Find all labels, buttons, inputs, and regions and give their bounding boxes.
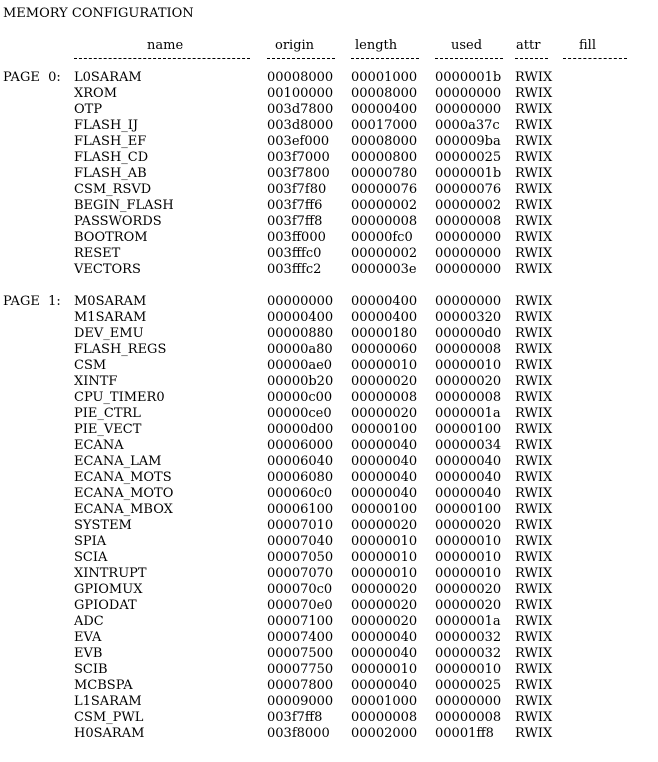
table-row bbox=[0, 134, 658, 150]
memory-name-cell: ECANA_LAM bbox=[74, 454, 162, 469]
memory-used-cell: 000009ba bbox=[435, 134, 501, 149]
memory-length-cell: 00000020 bbox=[351, 518, 418, 533]
memory-origin-cell: 00000ae0 bbox=[267, 358, 333, 373]
memory-attr-cell: RWIX bbox=[515, 262, 553, 277]
memory-used-cell: 00000100 bbox=[435, 422, 502, 437]
header-underline-length bbox=[351, 58, 419, 59]
memory-used-cell: 00000020 bbox=[435, 374, 502, 389]
memory-name-cell: FLASH_IJ bbox=[74, 118, 139, 133]
memory-attr-cell: RWIX bbox=[515, 582, 553, 597]
column-header-attr: attr bbox=[516, 38, 541, 53]
table-row bbox=[0, 678, 658, 694]
memory-used-cell: 00000000 bbox=[435, 246, 502, 261]
memory-origin-cell: 00007040 bbox=[267, 534, 334, 549]
memory-origin-cell: 000060c0 bbox=[267, 486, 333, 501]
memory-length-cell: 00000040 bbox=[351, 646, 418, 661]
memory-name-cell: ADC bbox=[74, 614, 104, 629]
memory-origin-cell: 00007100 bbox=[267, 614, 334, 629]
memory-attr-cell: RWIX bbox=[515, 182, 553, 197]
memory-name-cell: DEV_EMU bbox=[74, 326, 144, 341]
memory-length-cell: 00000fc0 bbox=[351, 230, 413, 245]
memory-used-cell: 00000020 bbox=[435, 598, 502, 613]
memory-name-cell: L0SARAM bbox=[74, 70, 142, 85]
table-row bbox=[0, 262, 658, 278]
memory-used-cell: 0000001b bbox=[435, 166, 502, 181]
memory-origin-cell: 00007070 bbox=[267, 566, 334, 581]
table-row bbox=[0, 614, 658, 630]
table-row bbox=[0, 630, 658, 646]
memory-attr-cell: RWIX bbox=[515, 134, 553, 149]
column-header-fill: fill bbox=[579, 38, 596, 53]
memory-used-cell: 00000010 bbox=[435, 358, 502, 373]
memory-origin-cell: 003f7ff8 bbox=[267, 710, 323, 725]
header-underline-name bbox=[74, 58, 250, 59]
memory-attr-cell: RWIX bbox=[515, 406, 553, 421]
memory-name-cell: L1SARAM bbox=[74, 694, 142, 709]
memory-used-cell: 00000025 bbox=[435, 678, 502, 693]
memory-length-cell: 00000780 bbox=[351, 166, 418, 181]
memory-used-cell: 00000040 bbox=[435, 486, 502, 501]
memory-origin-cell: 003f7ff6 bbox=[267, 198, 323, 213]
memory-used-cell: 00000000 bbox=[435, 86, 502, 101]
memory-length-cell: 00000020 bbox=[351, 598, 418, 613]
memory-name-cell: ECANA bbox=[74, 438, 124, 453]
memory-length-cell: 00000010 bbox=[351, 662, 418, 677]
table-row bbox=[0, 438, 658, 454]
memory-attr-cell: RWIX bbox=[515, 534, 553, 549]
memory-origin-cell: 003ef000 bbox=[267, 134, 330, 149]
memory-name-cell: CSM bbox=[74, 358, 107, 373]
memory-attr-cell: RWIX bbox=[515, 726, 553, 741]
memory-origin-cell: 00007400 bbox=[267, 630, 334, 645]
memory-name-cell: SYSTEM bbox=[74, 518, 132, 533]
memory-used-cell: 00000032 bbox=[435, 630, 502, 645]
memory-length-cell: 0000003e bbox=[351, 262, 417, 277]
memory-length-cell: 00000060 bbox=[351, 342, 418, 357]
memory-attr-cell: RWIX bbox=[515, 438, 553, 453]
memory-name-cell: CPU_TIMER0 bbox=[74, 390, 165, 405]
memory-used-cell: 00000000 bbox=[435, 262, 502, 277]
memory-name-cell: PIE_CTRL bbox=[74, 406, 141, 421]
page-0-label: PAGE 0: bbox=[3, 70, 61, 85]
table-row bbox=[0, 358, 658, 374]
memory-origin-cell: 003ff000 bbox=[267, 230, 326, 245]
memory-used-cell: 0000001a bbox=[435, 614, 501, 629]
memory-length-cell: 00000400 bbox=[351, 310, 418, 325]
memory-origin-cell: 00000880 bbox=[267, 326, 334, 341]
memory-attr-cell: RWIX bbox=[515, 518, 553, 533]
table-row bbox=[0, 502, 658, 518]
memory-attr-cell: RWIX bbox=[515, 374, 553, 389]
memory-origin-cell: 003fffc2 bbox=[267, 262, 322, 277]
memory-attr-cell: RWIX bbox=[515, 86, 553, 101]
memory-attr-cell: RWIX bbox=[515, 166, 553, 181]
memory-used-cell: 00000040 bbox=[435, 470, 502, 485]
table-row bbox=[0, 566, 658, 582]
memory-attr-cell: RWIX bbox=[515, 310, 553, 325]
column-header-used: used bbox=[451, 38, 483, 53]
table-row bbox=[0, 246, 658, 262]
memory-attr-cell: RWIX bbox=[515, 694, 553, 709]
memory-attr-cell: RWIX bbox=[515, 230, 553, 245]
memory-length-cell: 00000020 bbox=[351, 406, 418, 421]
memory-length-cell: 00001000 bbox=[351, 70, 418, 85]
memory-attr-cell: RWIX bbox=[515, 662, 553, 677]
table-row bbox=[0, 582, 658, 598]
memory-origin-cell: 003f7000 bbox=[267, 150, 330, 165]
memory-name-cell: M1SARAM bbox=[74, 310, 147, 325]
table-row bbox=[0, 310, 658, 326]
memory-length-cell: 00000020 bbox=[351, 374, 418, 389]
page-1-label: PAGE 1: bbox=[3, 294, 61, 309]
column-header-name: name bbox=[147, 38, 184, 53]
memory-length-cell: 00008000 bbox=[351, 134, 418, 149]
memory-attr-cell: RWIX bbox=[515, 150, 553, 165]
memory-used-cell: 00000025 bbox=[435, 150, 502, 165]
memory-length-cell: 00000040 bbox=[351, 438, 418, 453]
memory-origin-cell: 00007010 bbox=[267, 518, 334, 533]
memory-length-cell: 00000400 bbox=[351, 102, 418, 117]
memory-name-cell: MCBSPA bbox=[74, 678, 133, 693]
memory-used-cell: 00000010 bbox=[435, 534, 502, 549]
memory-used-cell: 00000034 bbox=[435, 438, 502, 453]
memory-attr-cell: RWIX bbox=[515, 390, 553, 405]
memory-name-cell: OTP bbox=[74, 102, 103, 117]
table-row bbox=[0, 406, 658, 422]
memory-attr-cell: RWIX bbox=[515, 502, 553, 517]
table-row bbox=[0, 598, 658, 614]
header-underline-origin bbox=[267, 58, 335, 59]
memory-origin-cell: 00000b20 bbox=[267, 374, 334, 389]
memory-attr-cell: RWIX bbox=[515, 102, 553, 117]
memory-name-cell: SCIA bbox=[74, 550, 108, 565]
memory-name-cell: VECTORS bbox=[74, 262, 141, 277]
memory-used-cell: 00000000 bbox=[435, 102, 502, 117]
memory-length-cell: 00000100 bbox=[351, 502, 418, 517]
memory-length-cell: 00000040 bbox=[351, 470, 418, 485]
memory-attr-cell: RWIX bbox=[515, 630, 553, 645]
table-row bbox=[0, 326, 658, 342]
memory-attr-cell: RWIX bbox=[515, 550, 553, 565]
memory-length-cell: 00000008 bbox=[351, 390, 418, 405]
memory-origin-cell: 00009000 bbox=[267, 694, 334, 709]
memory-length-cell: 00000100 bbox=[351, 422, 418, 437]
memory-origin-cell: 003f7f80 bbox=[267, 182, 327, 197]
memory-name-cell: FLASH_CD bbox=[74, 150, 149, 165]
memory-attr-cell: RWIX bbox=[515, 454, 553, 469]
table-row bbox=[0, 70, 658, 86]
memory-attr-cell: RWIX bbox=[515, 246, 553, 261]
memory-origin-cell: 00007800 bbox=[267, 678, 334, 693]
memory-length-cell: 00002000 bbox=[351, 726, 418, 741]
memory-name-cell: EVA bbox=[74, 630, 102, 645]
table-row bbox=[0, 166, 658, 182]
memory-name-cell: SCIB bbox=[74, 662, 108, 677]
table-row bbox=[0, 534, 658, 550]
memory-used-cell: 000000d0 bbox=[435, 326, 502, 341]
memory-used-cell: 00000008 bbox=[435, 710, 502, 725]
memory-attr-cell: RWIX bbox=[515, 422, 553, 437]
memory-name-cell: XINTRUPT bbox=[74, 566, 147, 581]
memory-attr-cell: RWIX bbox=[515, 342, 553, 357]
memory-name-cell: XINTF bbox=[74, 374, 118, 389]
memory-length-cell: 00001000 bbox=[351, 694, 418, 709]
memory-attr-cell: RWIX bbox=[515, 118, 553, 133]
memory-origin-cell: 003d7800 bbox=[267, 102, 334, 117]
memory-name-cell: ECANA_MBOX bbox=[74, 502, 173, 517]
memory-name-cell: GPIOMUX bbox=[74, 582, 143, 597]
table-row bbox=[0, 486, 658, 502]
memory-attr-cell: RWIX bbox=[515, 646, 553, 661]
memory-origin-cell: 00000a80 bbox=[267, 342, 333, 357]
memory-name-cell: FLASH_AB bbox=[74, 166, 147, 181]
memory-length-cell: 00000800 bbox=[351, 150, 418, 165]
memory-name-cell: ECANA_MOTO bbox=[74, 486, 174, 501]
page-title: MEMORY CONFIGURATION bbox=[3, 6, 194, 21]
memory-origin-cell: 000070e0 bbox=[267, 598, 333, 613]
memory-used-cell: 00000008 bbox=[435, 390, 502, 405]
memory-origin-cell: 00100000 bbox=[267, 86, 334, 101]
memory-origin-cell: 003d8000 bbox=[267, 118, 334, 133]
memory-name-cell: RESET bbox=[74, 246, 121, 261]
memory-attr-cell: RWIX bbox=[515, 678, 553, 693]
memory-length-cell: 00000010 bbox=[351, 550, 418, 565]
memory-used-cell: 00000000 bbox=[435, 230, 502, 245]
memory-name-cell: PASSWORDS bbox=[74, 214, 162, 229]
memory-name-cell: H0SARAM bbox=[74, 726, 145, 741]
memory-origin-cell: 00006100 bbox=[267, 502, 334, 517]
memory-name-cell: SPIA bbox=[74, 534, 107, 549]
memory-attr-cell: RWIX bbox=[515, 598, 553, 613]
header-underline-used bbox=[435, 58, 503, 59]
memory-used-cell: 00000010 bbox=[435, 550, 502, 565]
memory-used-cell: 0000001a bbox=[435, 406, 501, 421]
memory-used-cell: 00000320 bbox=[435, 310, 502, 325]
memory-name-cell: M0SARAM bbox=[74, 294, 147, 309]
memory-used-cell: 00000002 bbox=[435, 198, 502, 213]
table-row bbox=[0, 726, 658, 742]
table-row bbox=[0, 662, 658, 678]
memory-origin-cell: 003fffc0 bbox=[267, 246, 322, 261]
memory-origin-cell: 000070c0 bbox=[267, 582, 333, 597]
memory-attr-cell: RWIX bbox=[515, 198, 553, 213]
memory-length-cell: 00000008 bbox=[351, 710, 418, 725]
memory-attr-cell: RWIX bbox=[515, 326, 553, 341]
memory-origin-cell: 00000d00 bbox=[267, 422, 334, 437]
memory-length-cell: 00000040 bbox=[351, 486, 418, 501]
memory-name-cell: FLASH_REGS bbox=[74, 342, 167, 357]
memory-used-cell: 00000100 bbox=[435, 502, 502, 517]
memory-attr-cell: RWIX bbox=[515, 486, 553, 501]
memory-length-cell: 00000076 bbox=[351, 182, 418, 197]
table-row bbox=[0, 454, 658, 470]
memory-used-cell: 00000008 bbox=[435, 214, 502, 229]
memory-length-cell: 00000040 bbox=[351, 454, 418, 469]
memory-name-cell: ECANA_MOTS bbox=[74, 470, 172, 485]
memory-length-cell: 00000010 bbox=[351, 534, 418, 549]
memory-name-cell: CSM_RSVD bbox=[74, 182, 152, 197]
memory-name-cell: BOOTROM bbox=[74, 230, 148, 245]
table-row bbox=[0, 214, 658, 230]
table-row bbox=[0, 198, 658, 214]
memory-used-cell: 00000000 bbox=[435, 294, 502, 309]
table-row bbox=[0, 470, 658, 486]
memory-length-cell: 00000002 bbox=[351, 246, 418, 261]
table-row bbox=[0, 710, 658, 726]
column-header-origin: origin bbox=[275, 38, 315, 53]
memory-attr-cell: RWIX bbox=[515, 470, 553, 485]
memory-used-cell: 00000040 bbox=[435, 454, 502, 469]
memory-used-cell: 00000010 bbox=[435, 662, 502, 677]
table-row bbox=[0, 390, 658, 406]
memory-name-cell: GPIODAT bbox=[74, 598, 137, 613]
memory-name-cell: EVB bbox=[74, 646, 103, 661]
memory-used-cell: 0000a37c bbox=[435, 118, 500, 133]
table-row bbox=[0, 518, 658, 534]
header-underline-attr bbox=[515, 58, 548, 59]
memory-attr-cell: RWIX bbox=[515, 70, 553, 85]
memory-origin-cell: 00007050 bbox=[267, 550, 334, 565]
memory-length-cell: 00000020 bbox=[351, 582, 418, 597]
memory-used-cell: 00001ff8 bbox=[435, 726, 494, 741]
memory-name-cell: XROM bbox=[74, 86, 118, 101]
table-row bbox=[0, 646, 658, 662]
memory-origin-cell: 00000400 bbox=[267, 310, 334, 325]
table-row bbox=[0, 422, 658, 438]
memory-used-cell: 00000008 bbox=[435, 342, 502, 357]
memory-length-cell: 00000008 bbox=[351, 214, 418, 229]
table-row bbox=[0, 118, 658, 134]
memory-length-cell: 00008000 bbox=[351, 86, 418, 101]
memory-origin-cell: 003f7800 bbox=[267, 166, 330, 181]
memory-used-cell: 00000076 bbox=[435, 182, 502, 197]
memory-name-cell: FLASH_EF bbox=[74, 134, 147, 149]
table-row bbox=[0, 550, 658, 566]
memory-used-cell: 00000020 bbox=[435, 582, 502, 597]
memory-attr-cell: RWIX bbox=[515, 710, 553, 725]
memory-origin-cell: 00000000 bbox=[267, 294, 334, 309]
memory-origin-cell: 003f7ff8 bbox=[267, 214, 323, 229]
memory-origin-cell: 00008000 bbox=[267, 70, 334, 85]
table-row bbox=[0, 342, 658, 358]
memory-length-cell: 00000040 bbox=[351, 678, 418, 693]
memory-origin-cell: 00006000 bbox=[267, 438, 334, 453]
memory-origin-cell: 00000ce0 bbox=[267, 406, 332, 421]
table-row bbox=[0, 374, 658, 390]
memory-attr-cell: RWIX bbox=[515, 358, 553, 373]
memory-name-cell: BEGIN_FLASH bbox=[74, 198, 174, 213]
table-row bbox=[0, 86, 658, 102]
memory-length-cell: 00000020 bbox=[351, 614, 418, 629]
memory-attr-cell: RWIX bbox=[515, 294, 553, 309]
memory-length-cell: 00017000 bbox=[351, 118, 418, 133]
memory-length-cell: 00000010 bbox=[351, 566, 418, 581]
memory-length-cell: 00000040 bbox=[351, 630, 418, 645]
header-underline-fill bbox=[563, 58, 627, 59]
column-header-length: length bbox=[355, 38, 398, 53]
memory-used-cell: 00000032 bbox=[435, 646, 502, 661]
table-row bbox=[0, 182, 658, 198]
memory-name-cell: CSM_PWL bbox=[74, 710, 144, 725]
table-row bbox=[0, 694, 658, 710]
memory-attr-cell: RWIX bbox=[515, 214, 553, 229]
memory-used-cell: 00000000 bbox=[435, 694, 502, 709]
table-row bbox=[0, 230, 658, 246]
table-row bbox=[0, 294, 658, 310]
memory-length-cell: 00000180 bbox=[351, 326, 418, 341]
table-row bbox=[0, 150, 658, 166]
table-row bbox=[0, 102, 658, 118]
memory-origin-cell: 00000c00 bbox=[267, 390, 333, 405]
memory-origin-cell: 003f8000 bbox=[267, 726, 330, 741]
memory-origin-cell: 00007750 bbox=[267, 662, 334, 677]
memory-used-cell: 0000001b bbox=[435, 70, 502, 85]
memory-origin-cell: 00006080 bbox=[267, 470, 334, 485]
memory-used-cell: 00000020 bbox=[435, 518, 502, 533]
memory-name-cell: PIE_VECT bbox=[74, 422, 142, 437]
memory-length-cell: 00000002 bbox=[351, 198, 418, 213]
memory-length-cell: 00000400 bbox=[351, 294, 418, 309]
memory-attr-cell: RWIX bbox=[515, 566, 553, 581]
memory-origin-cell: 00006040 bbox=[267, 454, 334, 469]
memory-origin-cell: 00007500 bbox=[267, 646, 334, 661]
memory-length-cell: 00000010 bbox=[351, 358, 418, 373]
memory-used-cell: 00000010 bbox=[435, 566, 502, 581]
memory-attr-cell: RWIX bbox=[515, 614, 553, 629]
